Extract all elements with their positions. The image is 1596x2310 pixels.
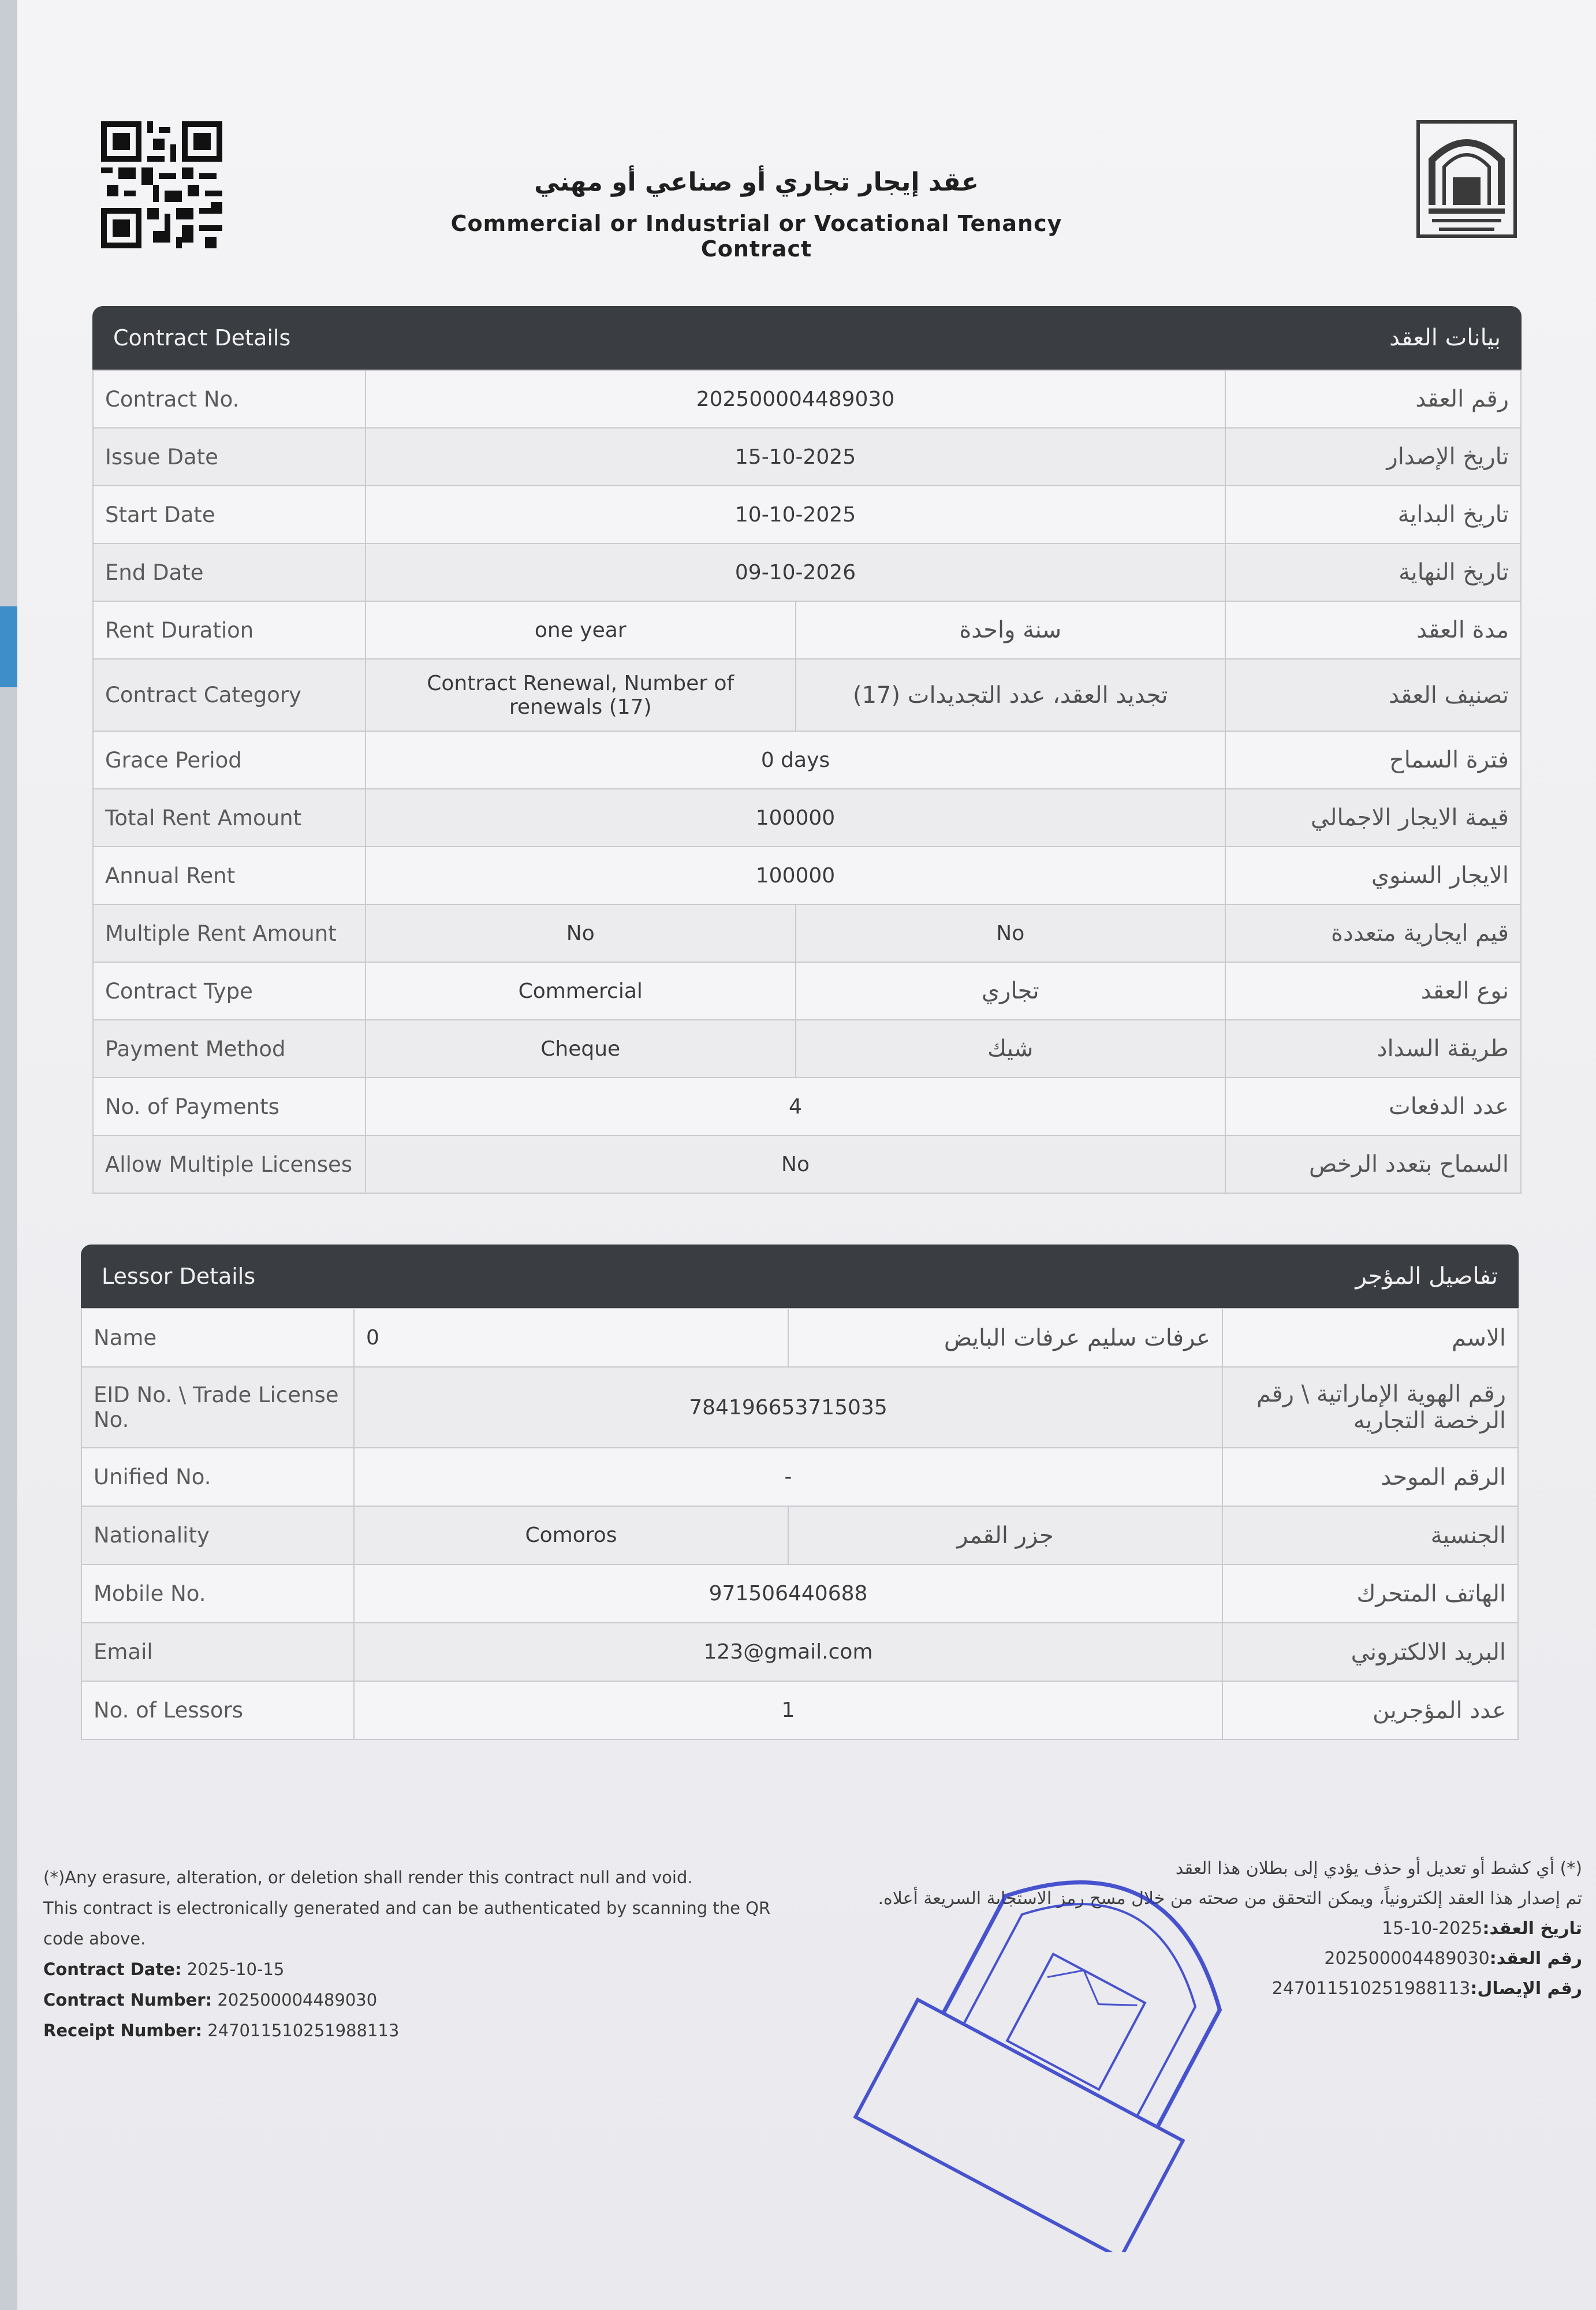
row-label-en: Name [81, 1309, 354, 1367]
row-label-ar: رقم العقد [1225, 370, 1521, 428]
page-title-english: Commercial or Industrial or Vocational Tenancy Contract [450, 211, 1062, 262]
table-row [81, 1448, 1518, 1506]
contract-category-value-ar: تجديد العقد، عدد التجديدات (17) [796, 659, 1226, 731]
row-label-ar: فترة السماح [1225, 731, 1521, 789]
value: 247011510251988113 [1271, 1979, 1471, 1999]
table-row [93, 1135, 1521, 1193]
row-label-en: No. of Payments [93, 1078, 366, 1135]
mobile-value: 971506440688 [354, 1564, 1222, 1623]
label: رقم الإيصال: [1470, 1979, 1582, 1999]
table-row [81, 1564, 1518, 1623]
row-label-en: Nationality [81, 1506, 354, 1564]
end-date-value: 09-10-2026 [366, 543, 1225, 601]
qr-code-icon [101, 121, 222, 248]
row-label-en: Allow Multiple Licenses [93, 1135, 366, 1193]
value: 247011510251988113 [207, 2021, 400, 2040]
table-row [93, 1078, 1521, 1135]
lessor-name-value-en: 0 [354, 1309, 788, 1367]
row-label-en: Contract Category [93, 659, 366, 731]
row-label-en: Mobile No. [81, 1564, 354, 1623]
row-label-en: Grace Period [93, 731, 366, 789]
email-value: 123@gmail.com [354, 1623, 1222, 1681]
contract-number-value: 202500004489030 [366, 370, 1225, 428]
sharjah-municipality-logo [1415, 118, 1519, 240]
contract-page [17, 0, 1596, 2310]
row-label-en: Rent Duration [93, 601, 366, 659]
page-title-arabic: عقد إيجار تجاري أو صناعي أو مهني [534, 167, 979, 197]
contract-details-section [92, 306, 1522, 1194]
row-label-ar: نوع العقد [1225, 962, 1521, 1020]
row-label-en: Multiple Rent Amount [93, 904, 366, 962]
footer-note-erasure: (*)Any erasure, alteration, or deletion shall render this contract null and void. [43, 1868, 693, 1887]
row-label-ar: عدد الدفعات [1225, 1078, 1521, 1135]
row-label-en: Contract Type [93, 962, 366, 1020]
lessor-details-table [81, 1308, 1519, 1740]
footer-note-erasure: (*) أي كشط أو تعديل أو حذف يؤدي إلى بطلان هذا العقد [1175, 1858, 1582, 1879]
table-row [93, 904, 1521, 962]
table-row [93, 486, 1521, 543]
row-label-ar: طريقة السداد [1225, 1020, 1521, 1078]
table-row [93, 659, 1521, 731]
row-label-en: Total Rent Amount [93, 789, 366, 847]
row-label-en: EID No. \ Trade License No. [81, 1367, 354, 1448]
table-row [93, 370, 1521, 428]
row-label-en: Payment Method [93, 1020, 366, 1078]
payment-method-value-ar: شيك [796, 1020, 1226, 1078]
issue-date-value: 15-10-2025 [366, 428, 1225, 486]
row-label-en: Start Date [93, 486, 366, 543]
table-row [81, 1309, 1518, 1367]
row-label-ar: عدد المؤجرين [1222, 1681, 1518, 1739]
label: Receipt Number: [43, 2021, 202, 2040]
lessor-details-header [81, 1245, 1519, 1308]
footer-note-authentication: This contract is electronically generated and can be authenticated by scanning the QR code above. [43, 1898, 771, 1948]
background-edge [0, 0, 17, 2310]
table-row [81, 1623, 1518, 1681]
row-label-ar: الهاتف المتحرك [1222, 1564, 1518, 1623]
contract-details-header [92, 306, 1522, 370]
table-row [93, 428, 1521, 486]
value: 2025-10-15 [187, 1959, 285, 1979]
footer-contract-date [43, 1954, 806, 1985]
contract-type-value-en: Commercial [366, 962, 796, 1020]
lessor-details-section [81, 1245, 1519, 1740]
row-label-en: End Date [93, 543, 366, 601]
table-row [93, 1020, 1521, 1078]
label: Contract Date: [43, 1959, 182, 1979]
municipality-stamp [849, 1756, 1322, 2252]
contract-type-value-ar: تجاري [796, 962, 1226, 1020]
unified-number-value: - [354, 1448, 1222, 1506]
multiple-rent-value-ar: No [796, 904, 1226, 962]
nationality-value-ar: جزر القمر [788, 1506, 1222, 1564]
table-row [93, 543, 1521, 601]
row-label-ar: الاسم [1222, 1309, 1518, 1367]
footer-note-authentication: تم إصدار هذا العقد إلكترونياً، ويمكن التحقق من صحته من خلال مسح رمز الاستجابة السريعة أعلاه. [878, 1888, 1582, 1909]
start-date-value: 10-10-2025 [366, 486, 1225, 543]
lessors-count-value: 1 [354, 1681, 1222, 1739]
row-label-ar: رقم الهوية الإماراتية \ رقم الرخصة التجاريه [1222, 1367, 1518, 1448]
table-row [93, 789, 1521, 847]
row-label-ar: تصنيف العقد [1225, 659, 1521, 731]
multiple-licenses-value: No [366, 1135, 1225, 1193]
eid-value: 784196653715035 [354, 1367, 1222, 1448]
total-rent-value: 100000 [366, 789, 1225, 847]
row-label-ar: قيم ايجارية متعددة [1225, 904, 1521, 962]
section-title-english: Lessor Details [102, 1264, 256, 1289]
lessor-name-value-ar: عرفات سليم عرفات البايض [788, 1309, 1222, 1367]
payment-method-value-en: Cheque [366, 1020, 796, 1078]
section-title-arabic: بيانات العقد [1389, 325, 1501, 351]
contract-category-value-en: Contract Renewal, Number of renewals (17) [366, 659, 796, 731]
rent-duration-value-en: one year [366, 601, 796, 659]
row-label-en: Annual Rent [93, 847, 366, 904]
footer-receipt-number [43, 2015, 806, 2046]
row-label-ar: تاريخ الإصدار [1225, 428, 1521, 486]
multiple-rent-value-en: No [366, 904, 796, 962]
row-label-ar: السماح بتعدد الرخص [1225, 1135, 1521, 1193]
row-label-en: Email [81, 1623, 354, 1681]
rent-duration-value-ar: سنة واحدة [796, 601, 1226, 659]
table-row [81, 1506, 1518, 1564]
row-label-en: No. of Lessors [81, 1681, 354, 1739]
row-label-ar: البريد الالكتروني [1222, 1623, 1518, 1681]
row-label-ar: الجنسية [1222, 1506, 1518, 1564]
background-tab [0, 606, 17, 687]
footer-english [43, 1862, 806, 2046]
row-label-ar: قيمة الايجار الاجمالي [1225, 789, 1521, 847]
table-row [93, 601, 1521, 659]
row-label-en: Unified No. [81, 1448, 354, 1506]
contract-details-table [92, 370, 1522, 1194]
table-row [81, 1367, 1518, 1448]
row-label-ar: مدة العقد [1225, 601, 1521, 659]
value: 202500004489030 [217, 1990, 378, 2010]
row-label-ar: تاريخ البداية [1225, 486, 1521, 543]
row-label-ar: الرقم الموحد [1222, 1448, 1518, 1506]
grace-period-value: 0 days [366, 731, 1225, 789]
section-title-english: Contract Details [113, 325, 291, 351]
label: تاريخ العقد: [1482, 1918, 1582, 1939]
table-row [93, 962, 1521, 1020]
value: 202500004489030 [1324, 1948, 1490, 1969]
label: رقم العقد: [1489, 1948, 1582, 1969]
value: 2025-10-15 [1382, 1918, 1483, 1939]
section-title-arabic: تفاصيل المؤجر [1355, 1263, 1498, 1290]
label: Contract Number: [43, 1990, 212, 2010]
nationality-value-en: Comoros [354, 1506, 788, 1564]
row-label-en: Contract No. [93, 370, 366, 428]
payments-count-value: 4 [366, 1078, 1225, 1135]
footer-contract-number [43, 1985, 806, 2015]
annual-rent-value: 100000 [366, 847, 1225, 904]
table-row [93, 847, 1521, 904]
row-label-en: Issue Date [93, 428, 366, 486]
table-row [81, 1681, 1518, 1739]
row-label-ar: تاريخ النهاية [1225, 543, 1521, 601]
row-label-ar: الايجار السنوي [1225, 847, 1521, 904]
table-row [93, 731, 1521, 789]
